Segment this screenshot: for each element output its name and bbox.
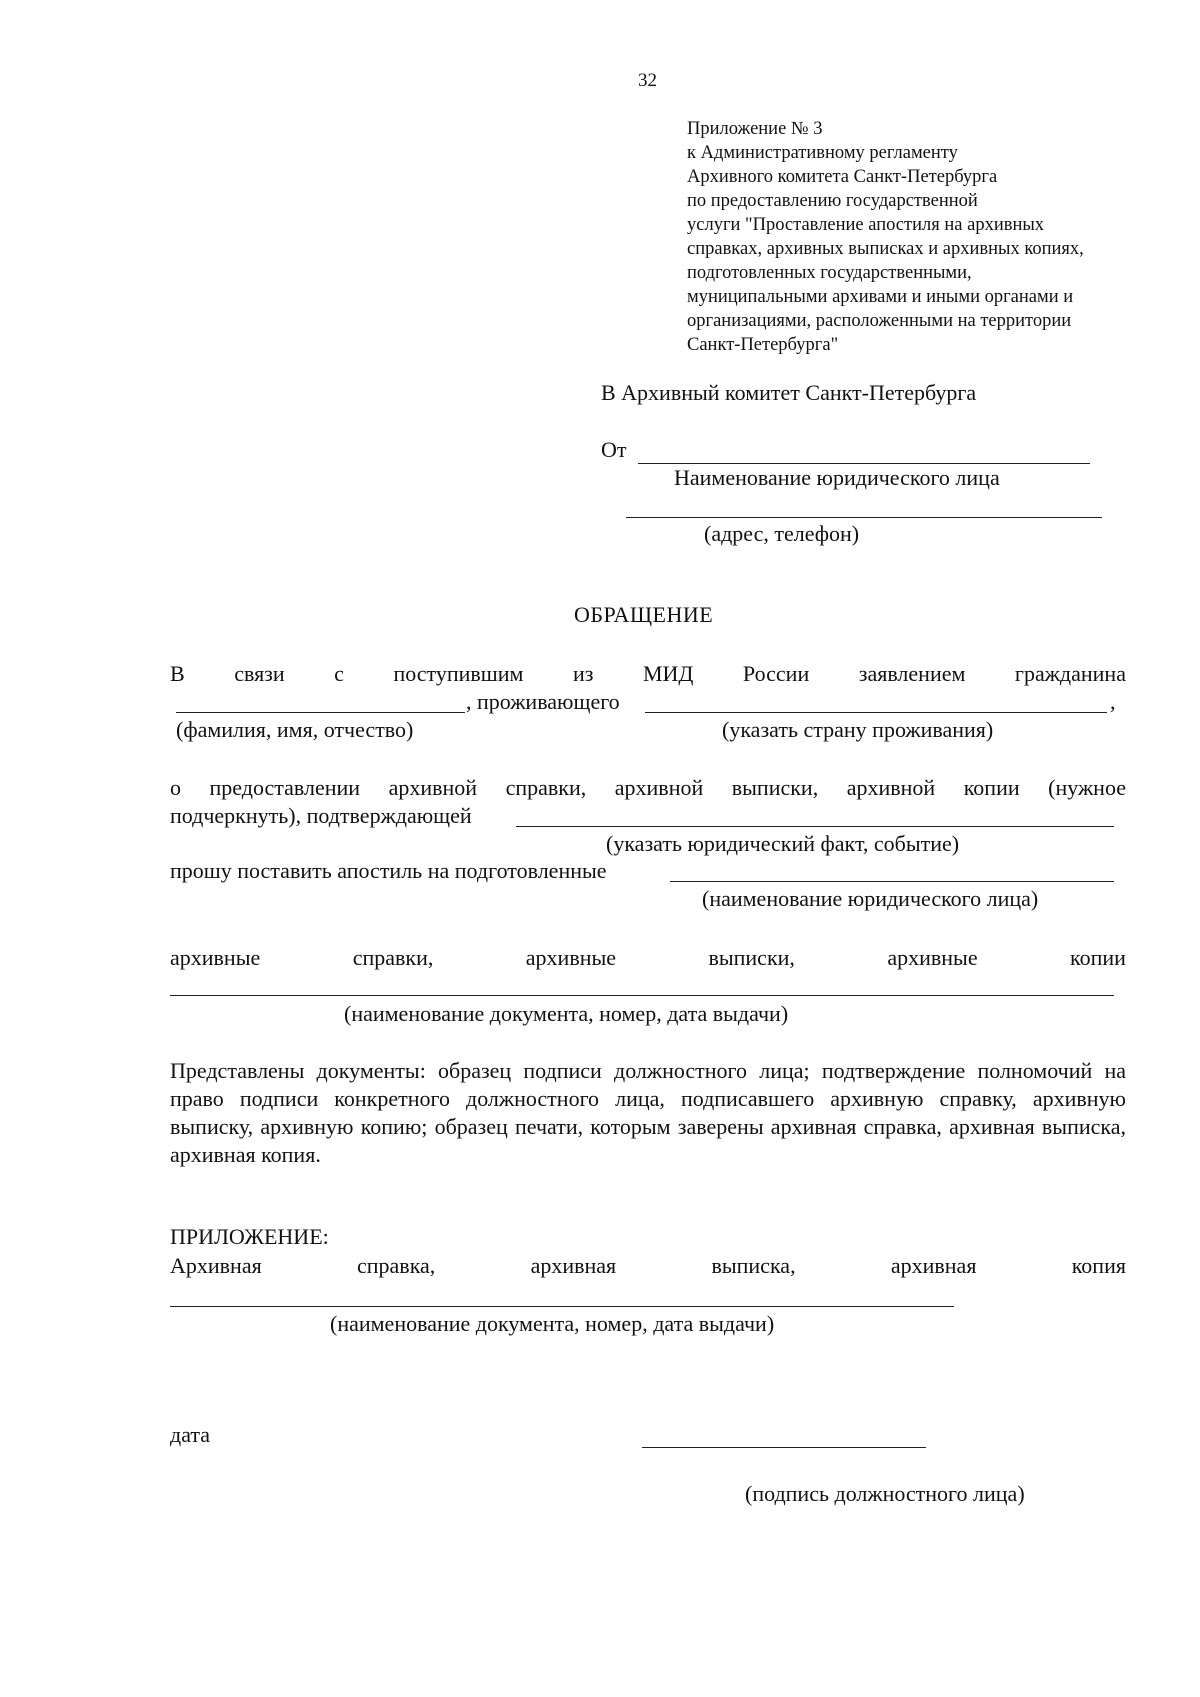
para1-comma: , <box>1110 689 1116 714</box>
annex-line-3: Архивного комитета Санкт-Петербурга <box>687 167 998 187</box>
date-label: дата <box>170 1422 211 1447</box>
appendix-details-line <box>170 1306 954 1307</box>
legal-fact-line <box>516 826 1114 827</box>
para2-line1 <box>170 775 1126 801</box>
para1-word: В <box>170 661 185 686</box>
para2-word: справки, <box>505 775 587 800</box>
para3-word: архивные <box>887 945 978 970</box>
appendix-word: Архивная <box>170 1253 262 1278</box>
annex-line-9: организациями, расположенными на территории <box>687 311 1072 331</box>
appendix-heading: ПРИЛОЖЕНИЕ: <box>170 1224 329 1249</box>
addressee-to: В Архивный комитет Санкт-Петербурга <box>601 380 977 405</box>
page-number: 32 <box>638 70 657 91</box>
signature-caption: (подпись должностного лица) <box>745 1481 1025 1506</box>
para2-word: архивной <box>388 775 478 800</box>
caption-citizen-name: (фамилия, имя, отчество) <box>176 717 414 742</box>
appendix-word: архивная <box>530 1253 617 1278</box>
para2-word: (нужное <box>1048 775 1126 800</box>
documents-paragraph: Представлены документы: образец подписи должностного лица; подтверждение полномочий на право подписи конкретного должностного лица, подписавшего архивную справку, архивную выписку, архивную копию; образец печати, которым заверены архивная справка, архивная выписка, архивная копия. <box>170 1058 1126 1167</box>
annex-line-6: справках, архивных выписках и архивных копиях, <box>687 239 1084 259</box>
caption-country: (указать страну проживания) <box>722 717 994 742</box>
para3-word: справки, <box>352 945 434 970</box>
annex-line-10: Санкт-Петербурга" <box>687 335 839 355</box>
para2-word: архивной <box>846 775 936 800</box>
para3-word: выписки, <box>708 945 795 970</box>
caption-appendix-details: (наименование документа, номер, дата выдачи) <box>330 1311 775 1336</box>
legal-entity-line <box>670 881 1114 882</box>
address-caption: (адрес, телефон) <box>704 521 860 546</box>
signature-line <box>642 1447 926 1448</box>
from-label: От <box>601 437 627 462</box>
annex-line-4: по предоставлению государственной <box>687 191 978 211</box>
para3-word: архивные <box>170 945 261 970</box>
para1-word: поступившим <box>393 661 524 686</box>
appendix-word: выписка, <box>711 1253 796 1278</box>
appendix-word: архивная <box>890 1253 977 1278</box>
para2-word: предоставлении <box>209 775 361 800</box>
para1-word: с <box>334 661 344 686</box>
para3-line1 <box>170 945 1126 971</box>
document-title: ОБРАЩЕНИЕ <box>574 602 714 627</box>
annex-line-2: к Административному регламенту <box>687 143 958 163</box>
annex-line-5: услуги "Проставление апостиля на архивных <box>687 215 1045 235</box>
para1-word: заявлением <box>858 661 966 686</box>
annex-line-8: муниципальными архивами и иными органами и <box>687 287 1074 307</box>
address-field-line <box>626 517 1102 518</box>
document-details-line <box>170 995 1114 996</box>
from-caption: Наименование юридического лица <box>674 465 1000 490</box>
para1-word: гражданина <box>1014 661 1126 686</box>
annex-line-1: Приложение № 3 <box>687 119 823 139</box>
appendix-word: справка, <box>357 1253 436 1278</box>
para1-line1 <box>170 661 1126 687</box>
para3-word: копии <box>1070 945 1126 970</box>
para2-line2: подчеркнуть), подтверждающей <box>170 803 472 828</box>
para2-word: копии <box>963 775 1020 800</box>
from-field-line <box>638 463 1090 464</box>
country-line <box>645 712 1107 713</box>
appendix-line1 <box>170 1253 1126 1279</box>
annex-line-7: подготовленных государственными, <box>687 263 972 283</box>
caption-legal-entity: (наименование юридического лица) <box>702 886 1039 911</box>
caption-document-details: (наименование документа, номер, дата выдачи) <box>344 1001 789 1026</box>
para1-word: МИД <box>642 661 694 686</box>
para3-word: архивные <box>525 945 617 970</box>
para1-word: России <box>742 661 810 686</box>
para2-line3: прошу поставить апостиль на подготовленные <box>170 858 607 883</box>
para1-word: связи <box>234 661 285 686</box>
para2-word: архивной <box>614 775 704 800</box>
para2-word: выписки, <box>731 775 819 800</box>
para2-word: о <box>170 775 181 800</box>
para1-word: из <box>572 661 594 686</box>
residing-text: , проживающего <box>466 689 620 714</box>
appendix-word: копия <box>1071 1253 1126 1278</box>
caption-legal-fact: (указать юридический факт, событие) <box>606 831 960 856</box>
citizen-name-line <box>176 712 465 713</box>
